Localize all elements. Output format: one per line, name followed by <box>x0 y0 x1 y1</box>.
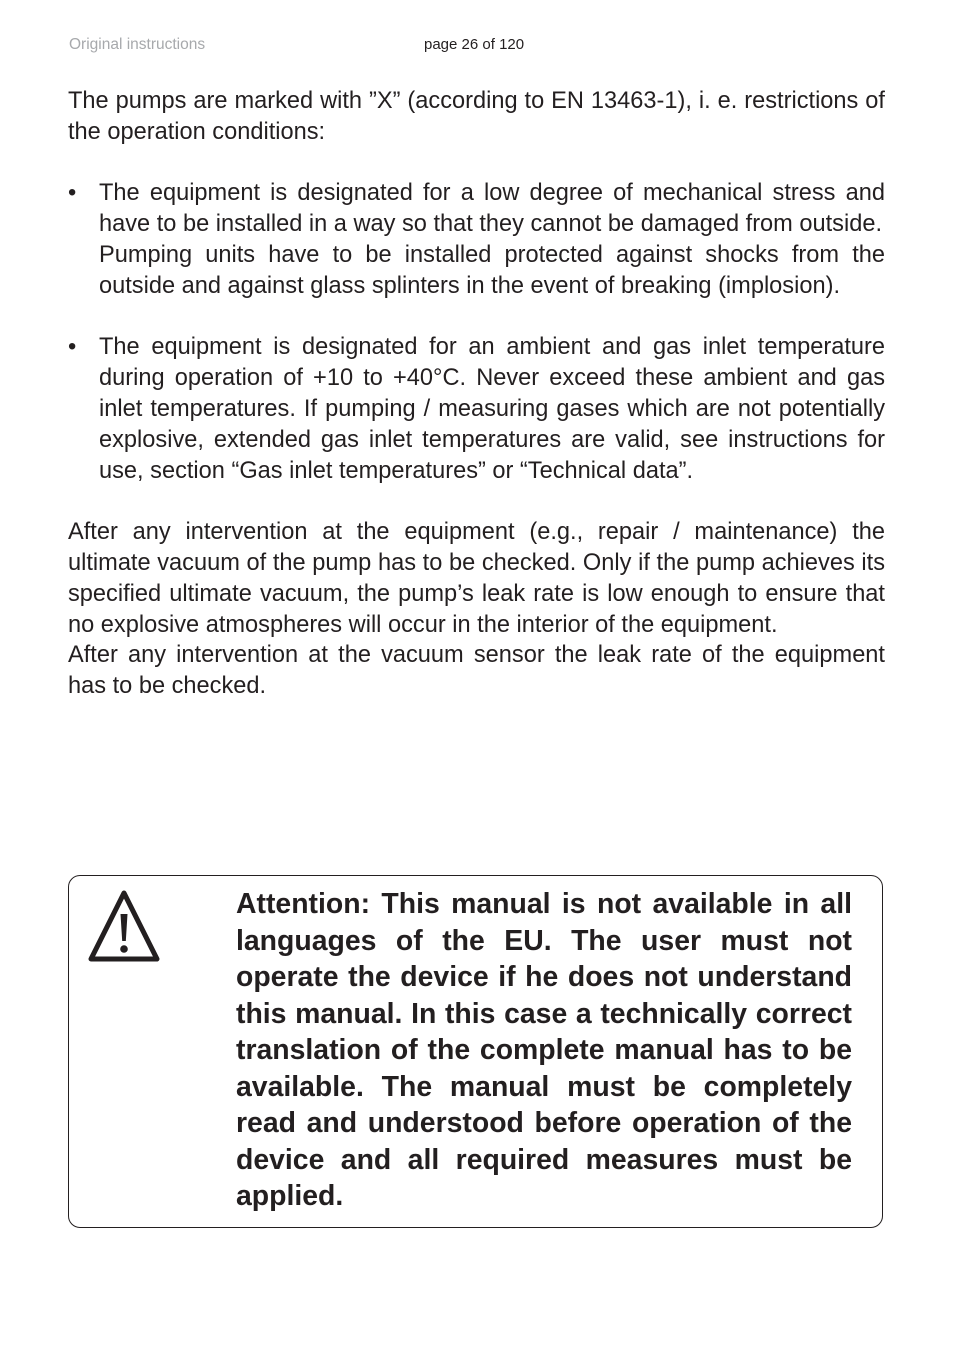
bullet-mark: • <box>68 180 77 207</box>
bullet-text: The equipment is designated for a low degree of mechanical stress and have to be installed in a way so that they cannot be damaged from outside. <box>99 180 885 238</box>
page-number: page 26 of 120 <box>424 36 525 53</box>
bullet-text: The equipment is designated for an ambient and gas inlet temperature during operation of +10 to +40°C. Never exceed these ambient and gas inlet temperatures. If pumping / measuring gases which are not potentially explosive, extended gas inlet temperatures are valid, see instructions for use, section “Gas inlet temperatures” or “Technical data”. <box>99 334 885 484</box>
list-item <box>68 178 885 301</box>
sensor-check-paragraph: After any intervention at the vacuum sensor the leak rate of the equipment has to be checked. <box>68 642 885 700</box>
intro-paragraph: The pumps are marked with ”X” (according to EN 13463-1), i. e. restrictions of the operation conditions: <box>68 88 885 145</box>
list-item <box>68 332 885 486</box>
pump-check-paragraph: After any intervention at the equipment (e.g., repair / maintenance) the ultimate vacuum of the pump has to be checked. Only if the pump achieves its specified ultimate vacuum, the pump’s leak rate is low enough to ensure that no explosive atmospheres will occur in the interior of the equipment. <box>68 519 885 638</box>
warning-box <box>68 875 883 1228</box>
warning-triangle-icon <box>87 889 161 965</box>
header-section-label: Original instructions <box>69 36 206 53</box>
warning-text: Attention: This manual is not available in all languages of the EU. The user must not operate the device if he does not understand this manual. In this case a technically correct translation of the complete manual has to be available. The manual must be completely read and understood before operation of the device and all required measures must be applied. <box>236 888 852 1212</box>
main-content <box>68 86 885 702</box>
bullet-mark: • <box>68 334 77 361</box>
bullet-text: Pumping units have to be installed protected against shocks from the outside and against glass splinters in the event of breaking (implosion). <box>99 241 885 299</box>
